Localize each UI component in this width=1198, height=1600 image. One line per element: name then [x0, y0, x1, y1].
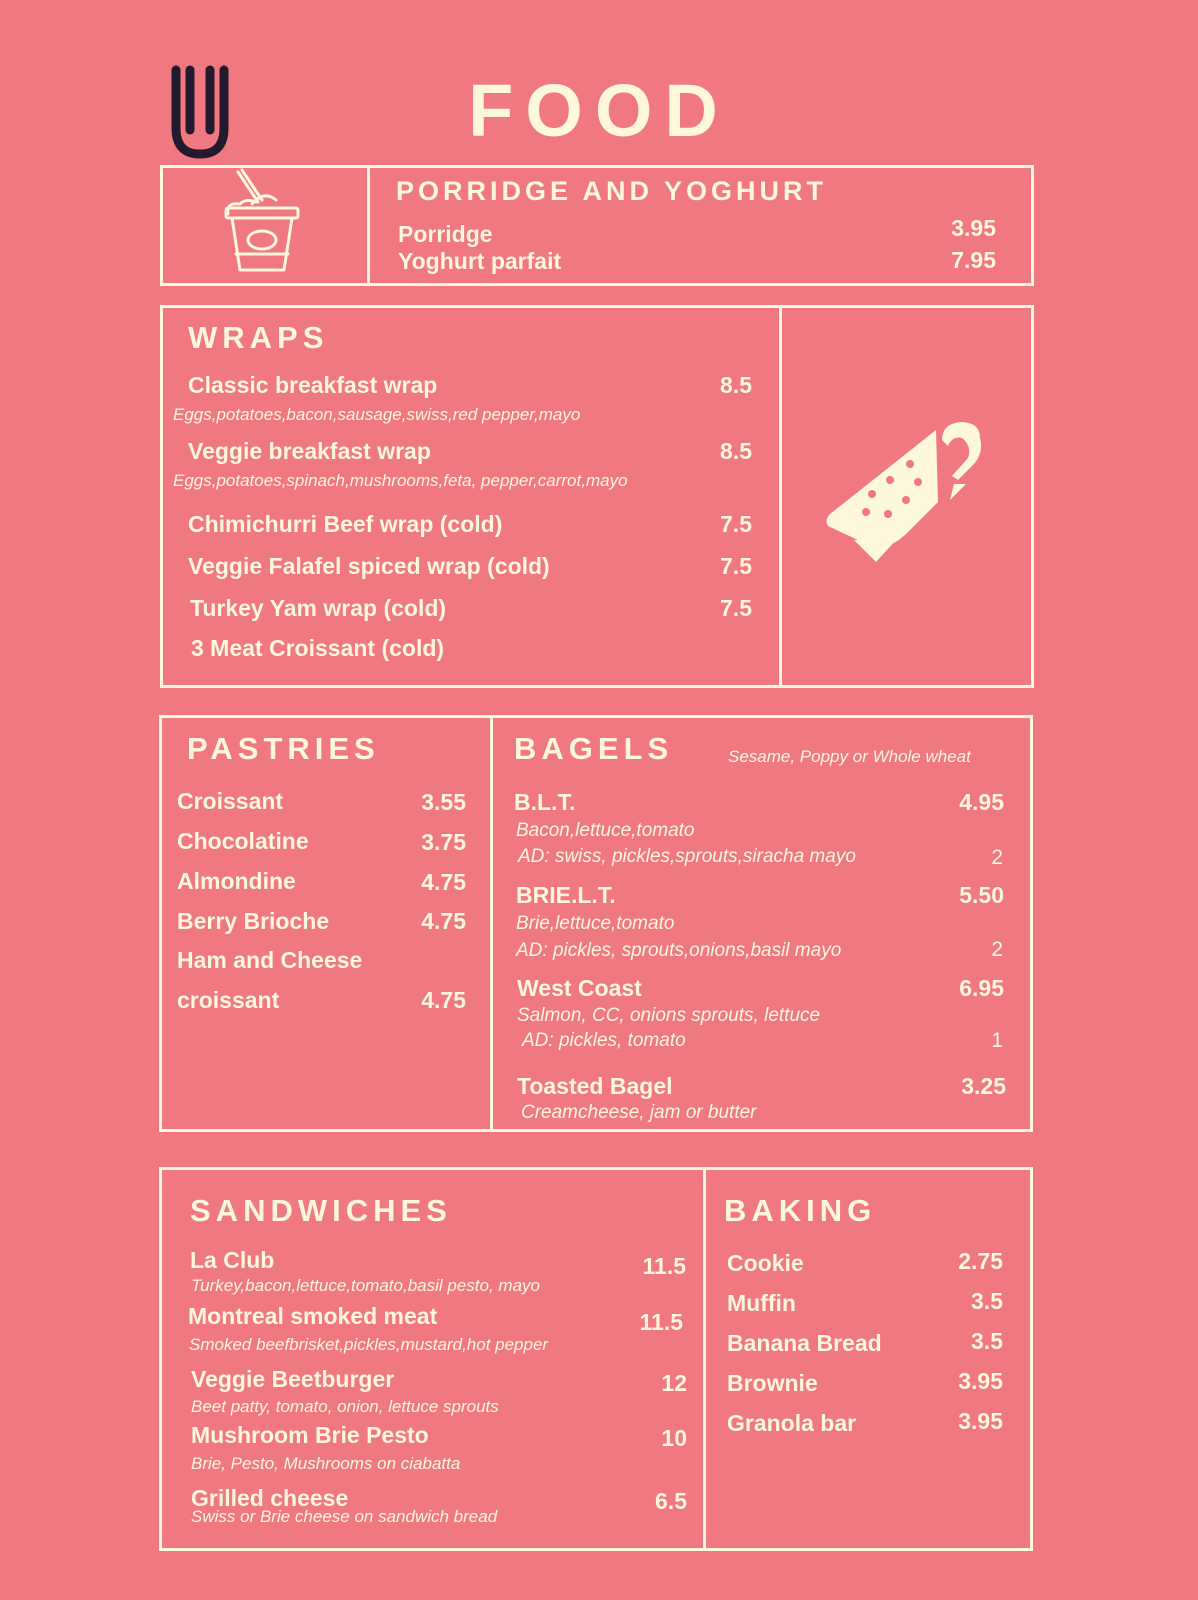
list-item: West Coast [517, 975, 642, 1001]
item-description: Bacon,lettuce,tomato [516, 820, 695, 841]
item-price: 3.95 [951, 215, 996, 241]
list-item: Chimichurri Beef wrap (cold) [188, 511, 503, 537]
list-item: Veggie Falafel spiced wrap (cold) [188, 553, 550, 579]
list-item: Brownie [727, 1370, 818, 1396]
list-item: La Club [190, 1247, 275, 1273]
wrap-icon [818, 418, 998, 598]
addon-price: 2 [991, 846, 1003, 869]
list-item: Veggie breakfast wrap [188, 438, 431, 464]
item-addons: AD: pickles, tomato [522, 1030, 686, 1051]
page-title: FOOD [468, 69, 730, 152]
yoghurt-cup-icon [224, 170, 304, 280]
item-addons: AD: pickles, sprouts,onions,basil mayo [516, 940, 842, 961]
baking-title: BAKING [724, 1193, 877, 1228]
pastries-title: PASTRIES [187, 731, 380, 766]
list-item: Banana Bread [727, 1330, 882, 1356]
list-item: Classic breakfast wrap [188, 372, 438, 398]
divider [367, 165, 370, 286]
item-price: 3.5 [971, 1288, 1003, 1314]
item-price: 8.5 [720, 438, 752, 464]
item-price: 4.75 [421, 908, 466, 934]
item-price: 7.5 [720, 511, 752, 537]
list-item: Almondine [177, 868, 296, 894]
item-price: 12 [661, 1370, 687, 1396]
bagels-title: BAGELS [514, 731, 674, 766]
list-item: Montreal smoked meat [188, 1303, 438, 1329]
list-item: Turkey Yam wrap (cold) [190, 595, 447, 621]
item-description: Eggs,potatoes,bacon,sausage,swiss,red pepper,mayo [173, 405, 581, 424]
item-price: 3.5 [971, 1328, 1003, 1354]
list-item: Mushroom Brie Pesto [191, 1422, 429, 1448]
item-price: 6.95 [959, 975, 1004, 1001]
list-item: B.L.T. [514, 789, 576, 815]
item-price: 10 [661, 1425, 687, 1451]
addon-price: 2 [991, 938, 1003, 961]
item-price: 5.50 [959, 882, 1004, 908]
list-item: Berry Brioche [177, 908, 330, 934]
list-item: Cookie [727, 1250, 804, 1276]
item-price: 6.5 [655, 1488, 687, 1514]
item-description: Smoked beefbrisket,pickles,mustard,hot pepper [189, 1335, 549, 1354]
item-description: Eggs,potatoes,spinach,mushrooms,feta, pepper,carrot,mayo [173, 471, 628, 490]
item-price: 11.5 [639, 1309, 683, 1335]
item-description: Brie,lettuce,tomato [516, 913, 675, 934]
bagels-subtitle: Sesame, Poppy or Whole wheat [728, 747, 971, 766]
item-description: Brie, Pesto, Mushrooms on ciabatta [191, 1454, 461, 1473]
divider [779, 305, 782, 688]
porridge-title: PORRIDGE AND YOGHURT [396, 176, 828, 206]
list-item: 3 Meat Croissant (cold) [191, 635, 445, 661]
item-price: 2.75 [958, 1248, 1003, 1274]
list-item: Grilled cheese [191, 1485, 349, 1511]
item-price: 3.55 [421, 789, 466, 815]
item-description: Beet patty, tomato, onion, lettuce sprouts [191, 1397, 499, 1416]
item-description: Salmon, CC, onions sprouts, lettuce [517, 1005, 821, 1026]
list-item: Porridge [398, 221, 493, 247]
item-price: 8.5 [720, 372, 752, 398]
list-item: Chocolatine [177, 828, 309, 854]
sandwiches-title: SANDWICHES [190, 1193, 452, 1228]
item-price: 3.25 [961, 1073, 1006, 1099]
item-price: 3.75 [421, 829, 466, 855]
list-item: Croissant [177, 788, 284, 814]
addon-price: 1 [991, 1029, 1003, 1052]
list-item: BRIE.L.T. [516, 882, 616, 908]
list-item: Veggie Beetburger [191, 1366, 395, 1392]
item-price: 3.95 [958, 1408, 1003, 1434]
item-description: Turkey,bacon,lettuce,tomato,basil pesto, mayo [191, 1276, 540, 1295]
item-price: 7.5 [720, 595, 752, 621]
list-item: Toasted Bagel [517, 1073, 673, 1099]
item-price: 4.75 [421, 987, 466, 1013]
list-item: croissant [177, 987, 280, 1013]
item-description: Swiss or Brie cheese on sandwich bread [191, 1507, 498, 1526]
list-item: Ham and Cheese [177, 947, 363, 973]
item-price: 11.5 [642, 1253, 686, 1279]
item-price: 7.95 [951, 247, 996, 273]
item-description: Creamcheese, jam or butter [521, 1102, 757, 1123]
item-price: 4.95 [959, 789, 1004, 815]
item-price: 7.5 [720, 553, 752, 579]
list-item: Muffin [727, 1290, 796, 1316]
list-item: Yoghurt parfait [398, 248, 562, 274]
list-item: Granola bar [727, 1410, 857, 1436]
item-addons: AD: swiss, pickles,sprouts,siracha mayo [518, 846, 856, 867]
item-price: 3.95 [958, 1368, 1003, 1394]
wraps-title: WRAPS [188, 320, 329, 355]
item-price: 4.75 [421, 869, 466, 895]
